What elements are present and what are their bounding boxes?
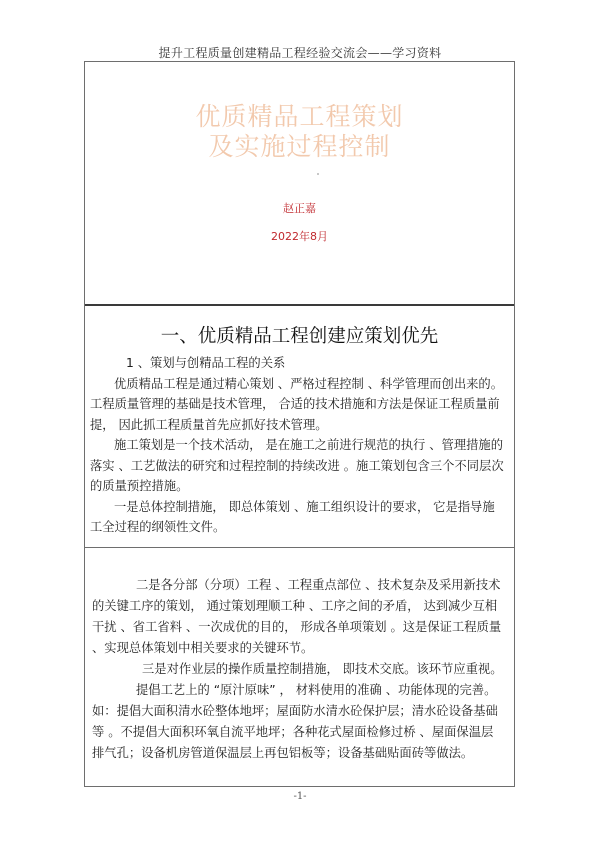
slide-cover bbox=[85, 62, 514, 304]
paragraph: 提倡工艺上的 “原汁原味” ， 材料使用的准确 、功能体现的完善。如：提倡大面积清水砼整体地坪；屋面防水清水砼保护层；清水砼设备基础等 。不提倡大面积环氧自流平地坪；各种花式屋面检修过桥 、屋面保温层排气孔；设备机房管道保温层上再包铝板等；设备基础贴面砖等做法。 bbox=[92, 683, 498, 760]
slide-title-line1: 优质精品工程策划 bbox=[195, 102, 404, 131]
page-number: -1- bbox=[293, 791, 307, 802]
paragraph: 施工策划是一个技术活动， 是在施工之前进行规范的执行 、管理措施的落实 、工艺做法的研究和过程控制的持续改进 。施工策划包含三个不同层次的质量预控措施。 bbox=[90, 438, 504, 493]
subheading: 1 、策划与创精品工程的关系 bbox=[126, 356, 286, 370]
document-frame bbox=[84, 61, 515, 787]
page-header: 提升工程质量创建精品工程经验交流会——学习资料 bbox=[158, 46, 442, 60]
paragraph: 一是总体控制措施， 即总体策划 、施工组织设计的要求， 它是指导施工全过程的纲领性文件。 bbox=[90, 499, 495, 534]
decorative-dot bbox=[317, 173, 319, 175]
paragraph: 三是对作业层的操作质量控制措施， 即技术交底。该环节应重视。 bbox=[142, 662, 503, 676]
section-two-body bbox=[92, 575, 504, 764]
slide-title bbox=[85, 102, 514, 162]
author-name: 赵正嘉 bbox=[283, 202, 316, 215]
slide-date: 2022年8月 bbox=[271, 230, 328, 243]
slide-title-line2: 及实施过程控制 bbox=[208, 132, 391, 161]
section-one-body bbox=[90, 353, 504, 538]
paragraph: 优质精品工程是通过精心策划 、严格过程控制 、科学管理而创出来的。工程质量管理的基础是技术管理， 合适的技术措施和方法是保证工程质量前提， 因此抓工程质量首先应抓好技术管理。 bbox=[90, 376, 504, 432]
section-one-panel bbox=[85, 304, 514, 547]
section-two-panel bbox=[85, 547, 514, 787]
paragraph: 二是各分部（分项）工程 、工程重点部位 、技术复杂及采用新技术的关键工序的策划， 通过策划理顺工种 、工序之间的矛盾， 达到减少互相干扰 、省工省料 、一次成优的目的， 形成各单项策划 。这是保证工程质量 、实现总体策划中相关要求的关键环节。 bbox=[92, 578, 502, 655]
section-title: 一、优质精品工程创建应策划优先 bbox=[160, 326, 439, 347]
